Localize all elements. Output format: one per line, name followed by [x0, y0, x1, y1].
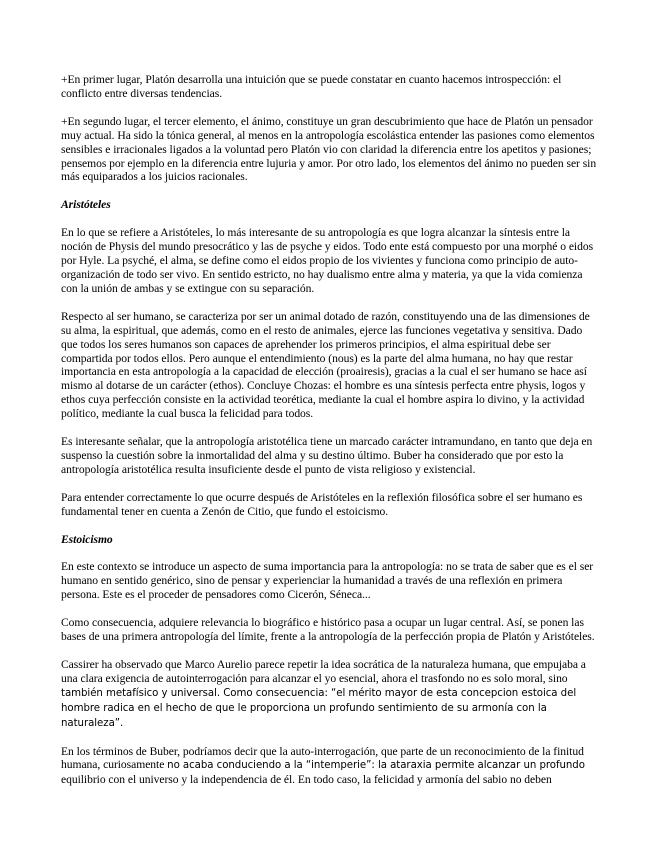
paragraph: Respecto al ser humano, se caracteriza por ser un animal dotado de razón, constituyendo una de las dimensiones de su alma, la espiritual, que además, como en el resto de animales, ejerce las funciones vegetativa y sensitiva. Dado que todos los seres humanos son capaces de aprehender los primeros principios, el alma espiritual debe ser compartida por todos ellos. Pero aunque el entendimiento (nous) es la parte del alma humana, no hay que restar importancia en esta antropología a la capacidad de elección (proairesis), gracias a la cual el ser humano se hace así mismo al dotarse de un carácter (ethos). Concluye Chozas: el hombre es una síntesis perfecta entre physis, logos y ethos cuya perfección consiste en la actividad teorética, mediante la cual el hombre aspira lo divino, y la actividad político, mediante la cual busca la felicidad para todos.	[61, 309, 590, 421]
text-run-alt-font: no acaba conduciendo a la “intemperie”: la ataraxia permite alcanzar un profundo	[167, 760, 585, 772]
text-run-alt-font: también metafísico y universal. Como consecuencia: “el mérito mayor de esta concepcion estoica del hombre radica en el hecho de que le proporciona un profundo sentimiento de su armonía con la naturaleza”.	[61, 687, 577, 729]
text-run: En los términos de Buber, podríamos decir que la auto-interrogación, que parte de un reconocimiento de la finitud humana, curiosamente	[61, 744, 584, 772]
text-run: Cassirer ha observado que Marco Aurelio parece repetir la idea socrática de la naturaleza humana, que empujaba a una clara exigencia de autointerrogación para alcanzar el yo esencial, ahora el trasfondo no es solo moral, sino	[61, 658, 586, 685]
section-heading-estoicismo: Estoicismo	[61, 532, 113, 546]
section-heading-aristoteles: Aristóteles	[61, 198, 111, 212]
paragraph: En este contexto se introduce un aspecto de suma importancia para la antropología: no se trata de saber que es el ser humano en sentido genérico, sino de pensar y experienciar la humanidad a través de una reflexión en primera persona. Este es el proceder de pensadores como Cicerón, Séneca...	[61, 560, 594, 602]
paragraph: Como consecuencia, adquiere relevancia lo biográfico e histórico pasa a ocupar un lugar central. Así, se ponen las bases de una primera antropología del límite, frente a la antropología de la perfección propia de Platón y Aristóteles.	[61, 616, 595, 644]
paragraph: Es interesante señalar, que la antropología aristotélica tiene un marcado carácter intramundano, en tanto que deja en suspenso la cuestión sobre la inmortalidad del alma y su destino último. Buber ha considerado que por esto la antropología aristotélica resulta insuficiente desde el punto de vista religioso y existencial.	[61, 435, 593, 476]
paragraph: +En segundo lugar, el tercer elemento, el ánimo, constituye un gran descubrimiento que hace de Platón un pensador muy actual. Ha sido la tónica general, al menos en la antropología escolástica entender las pasiones como elementos sensibles e irracionales ligados a la voluntad pero Platón vio con claridad la diferencia entre los apetitos y pasiones; pensemos por ejemplo en la diferencia entre lujuria y amor. Por otro lado, los elementos del ánimo no pueden ser sin más equiparados a los juicios racionales.	[61, 114, 597, 184]
text-run: equilibrio con el universo y la independencia de él. En todo caso, la felicidad y armonía del sabio no deben	[61, 773, 552, 787]
paragraph	[61, 658, 599, 731]
paragraph: +En primer lugar, Platón desarrolla una intuición que se puede constatar en cuanto hacemos introspección: el conflicto entre diversas tendencias.	[61, 73, 562, 100]
paragraph: En lo que se refiere a Aristóteles, lo más interesante de su antropología es que logra alcanzar la síntesis entre la noción de Physis del mundo presocrático y las de psyche y eidos. Todo ente está compuesto por una morphé o eidos por Hyle. La psyché, el alma, se define como el eidos propio de los vivientes y funciona como principio de auto-organización de todo ser vivo. En sentido estricto, no hay dualismo entre alma y materia, ya que la vida comienza con la unión de ambas y se extingue con su separación.	[61, 226, 594, 295]
paragraph: Para entender correctamente lo que ocurre después de Aristóteles en la reflexión filosófica sobre el ser humano es fundamental tener en cuenta a Zenón de Citio, que fundo el estoicismo.	[61, 490, 583, 518]
paragraph	[61, 745, 599, 788]
